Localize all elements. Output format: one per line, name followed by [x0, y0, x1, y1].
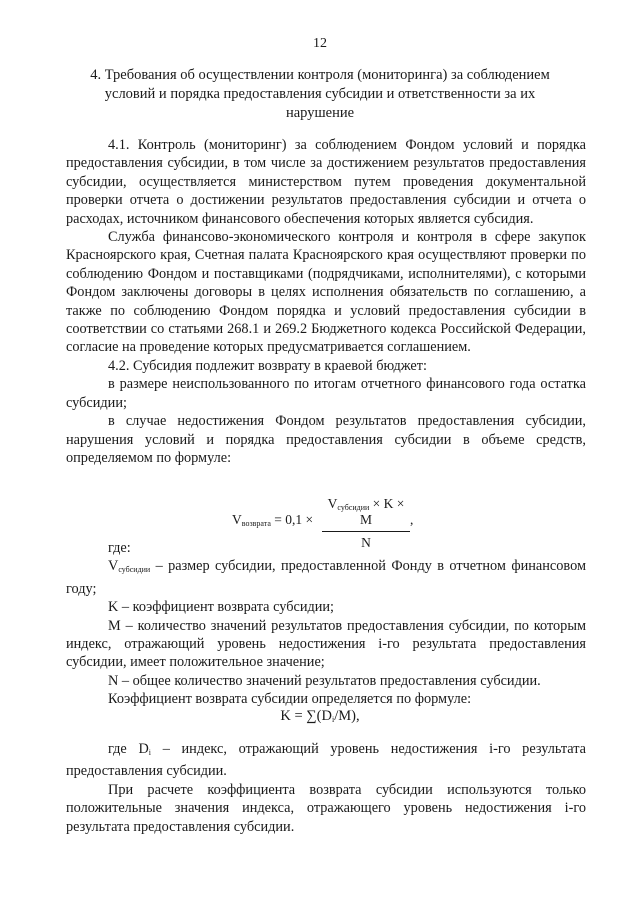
coefficient-intro: Коэффициент возврата субсидии определяется по формуле:: [108, 691, 472, 708]
definition-di: где $D_i$ – индекс, отражающий уровень недостижения i-го результата предоставления субсидии.: [66, 741, 586, 780]
formula-definitions: [66, 539, 586, 709]
where-label: где:: [108, 540, 131, 556]
refund-volume-formula: $V_{возврата} = 0,1$ × $V_{субсидии} \times K \times M$ N ,: [232, 496, 414, 550]
formula-lhs: $V_{возврата} = 0,1$ ×: [232, 512, 314, 528]
section-body: [66, 136, 586, 467]
coefficient-formula: $K = \sum(D_i/M)$,: [280, 708, 360, 724]
paragraph-audit-bodies: Служба финансово-экономического контроля и контроля в сфере закупок Красноярского края, Счетная палата Красноярского края осуществляют проверки по соблюдению Фондом и поставщиками (подрядчиками, исполнителями), с которыми Фондом заключены договоры в целях исполнения обязательств по соглашению, а также по соблюдению Фондом порядка и условий предоставления субсидии в соответствии со статьями 268.1 и 269.2 Бюджетного кодекса Российской Федерации, согласие на проведение которых предусматривается соглашением.: [66, 229, 586, 356]
definition-k: K – коэффициент возврата субсидии;: [108, 599, 335, 616]
page-number: 12: [313, 36, 327, 51]
definition-v: $V_{субсидии}$ – размер субсидии, предоставленной Фонду в отчетном финансовом году;: [66, 558, 586, 597]
section-heading: 4. Требования об осуществлении контроля (мониторинга) за соблюдением условий и порядка предоставления субсидии и ответственности за их нарушение: [90, 67, 550, 121]
formula-numerator: $V_{субсидии} \times K \times M$: [322, 496, 410, 532]
formula-denominator: N: [361, 535, 371, 550]
paragraph-4-1: 4.1. Контроль (мониторинг) за соблюдением Фондом условий и порядка предоставления субсидии, в том числе за достижением результатов предоставления субсидии, осуществляется министерством путем проведения документальной проверки отчета о достижении результатов предоставления субсидии и отчета о расходах, источником финансового обеспечения которых является субсидия.: [66, 137, 586, 227]
paragraph-positive-values: При расчете коэффициента возврата субсидии используются только положительные значения индекса, отражающего уровень недостижения i-го результата предоставления субсидии.: [66, 781, 586, 835]
paragraph-unused-balance: в размере неиспользованного по итогам отчетного финансового года остатка субсидии;: [66, 376, 586, 411]
definition-m: M – количество значений результатов предоставления субсидии, по которым индекс, отражающий уровень недостижения i-го результата предоставления субсидии, имеет положительное значение;: [66, 617, 586, 671]
definition-n: N – общее количество значений результатов предоставления субсидии.: [108, 672, 541, 689]
paragraph-4-2: 4.2. Субсидия подлежит возврату в краевой бюджет:: [108, 357, 427, 374]
closing-text: [66, 740, 586, 836]
paragraph-non-achievement: в случае недостижения Фондом результатов предоставления субсидии, нарушения условий и порядка предоставления субсидии в объеме средств, определяемом по формуле:: [66, 413, 586, 466]
